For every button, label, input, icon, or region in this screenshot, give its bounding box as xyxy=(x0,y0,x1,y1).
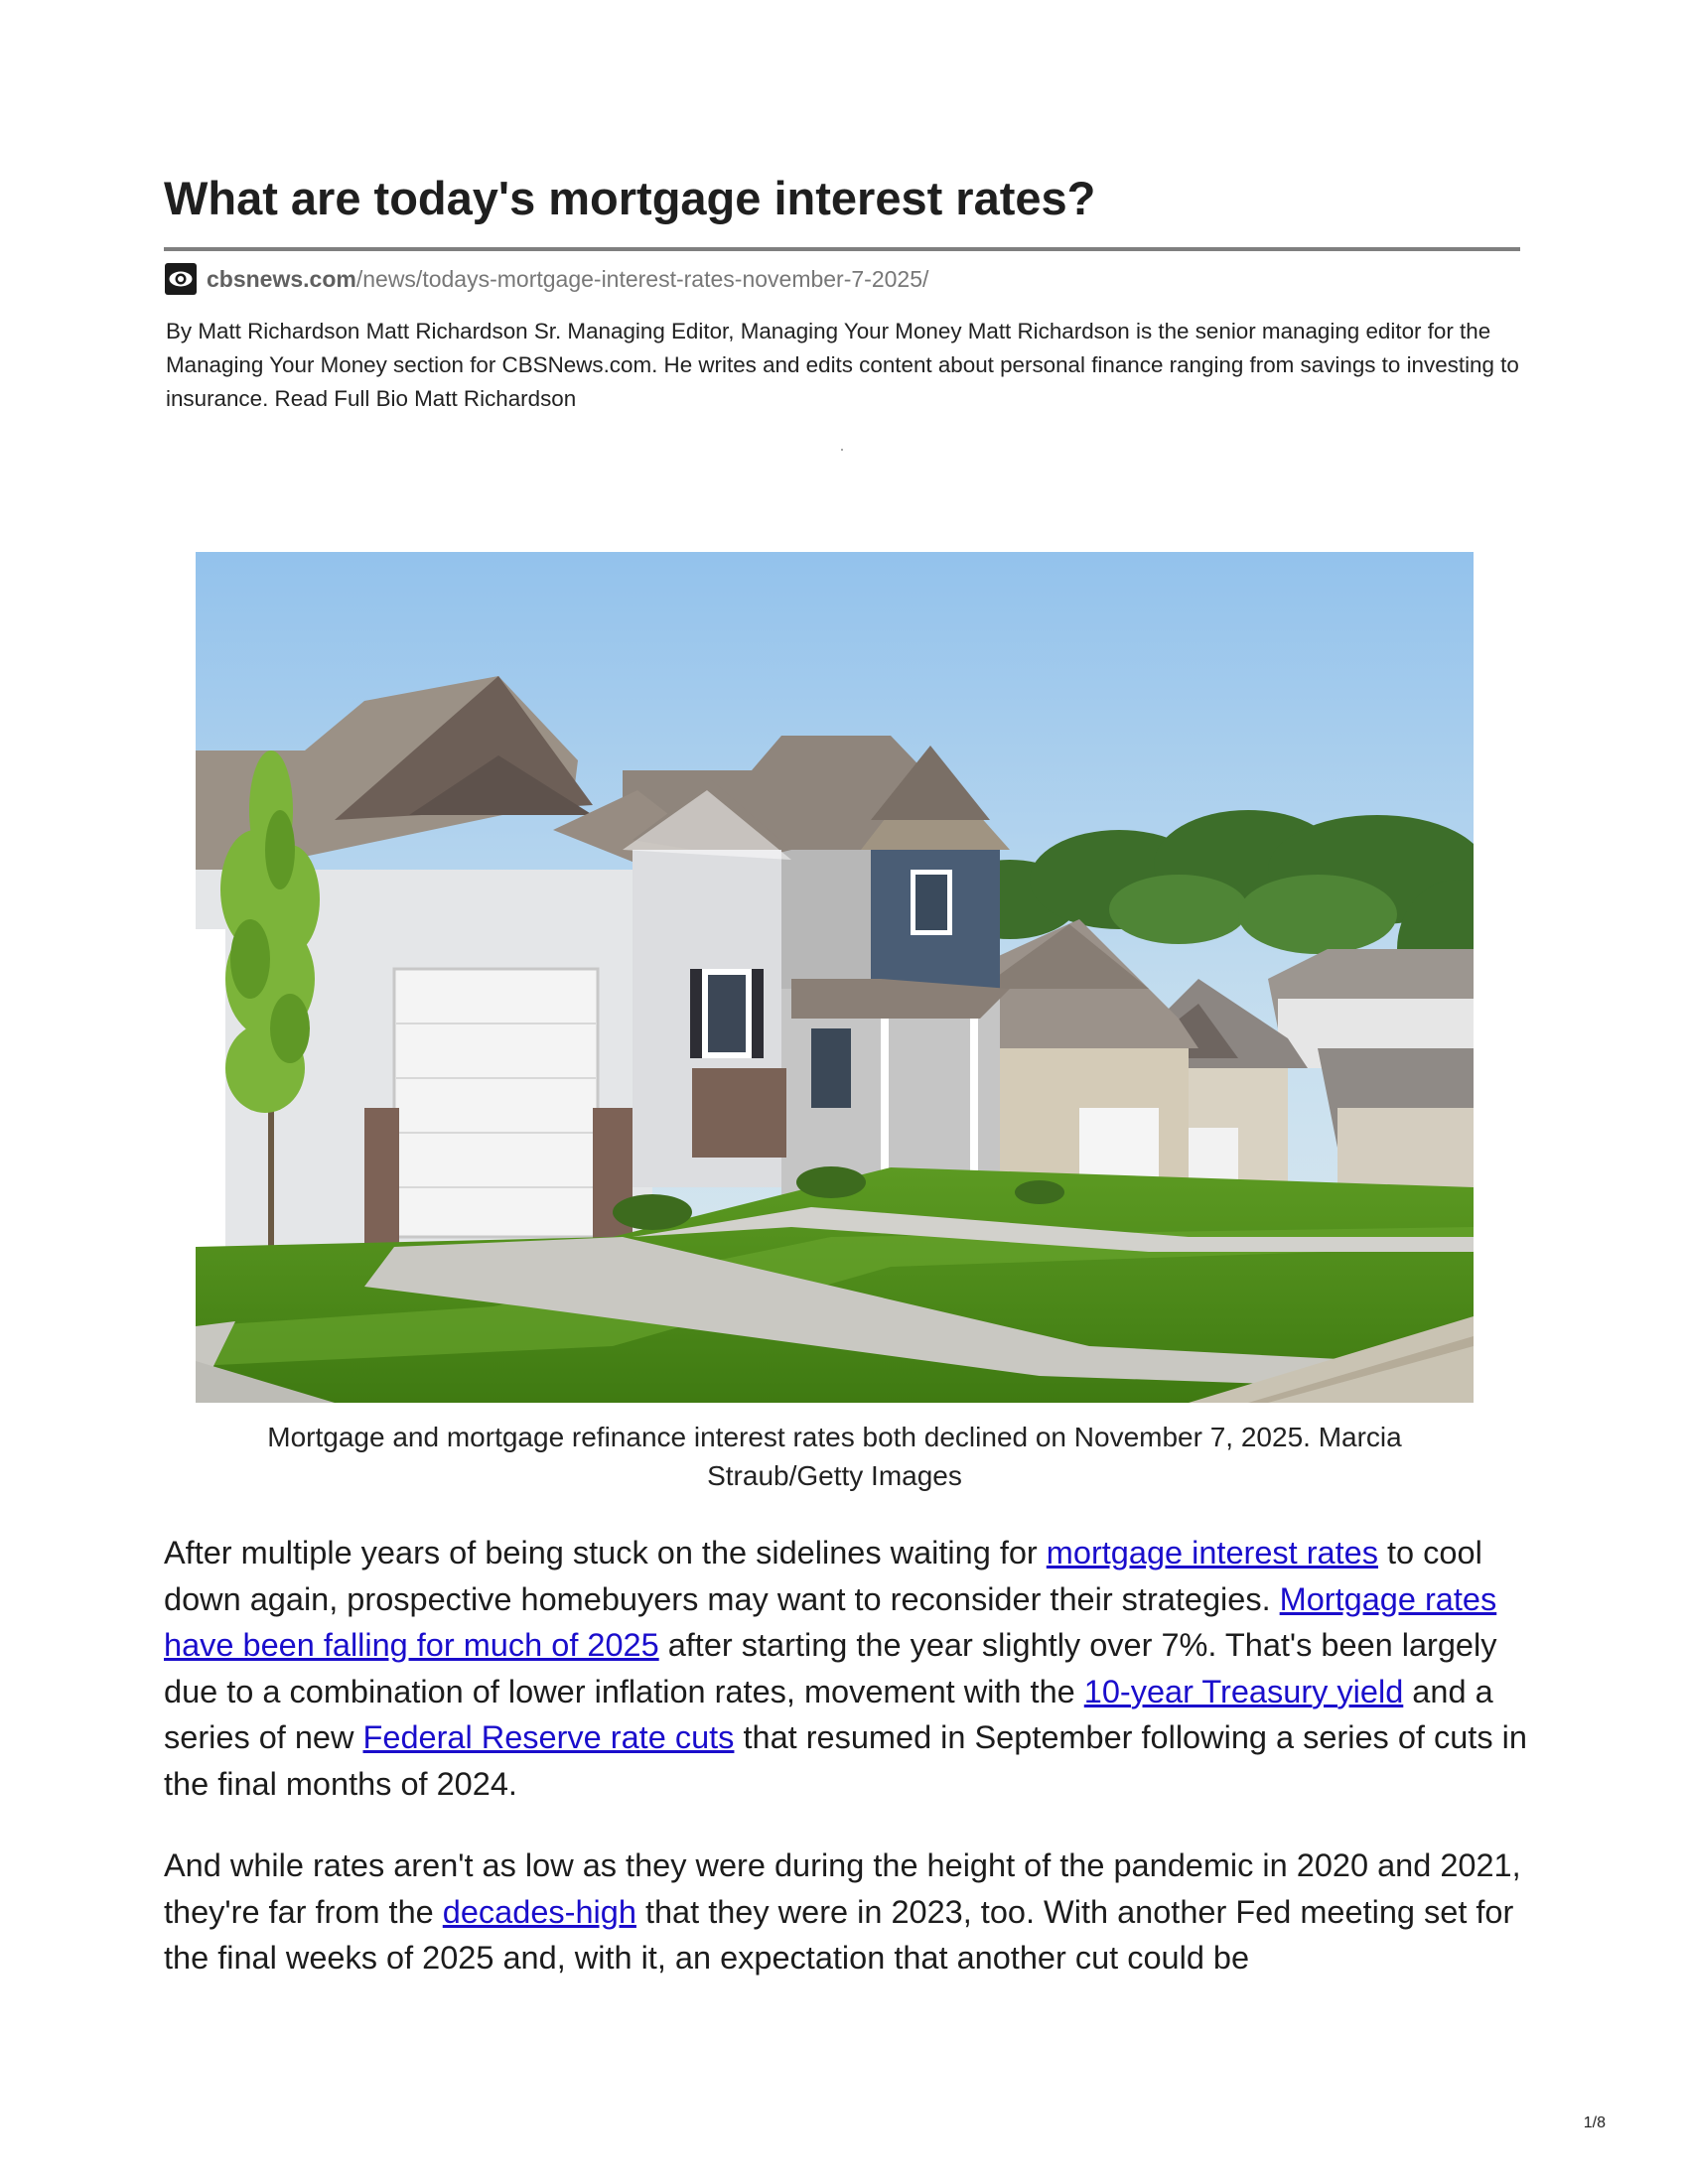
page-title: What are today's mortgage interest rates? xyxy=(164,172,1096,224)
author-byline: By Matt Richardson Matt Richardson Sr. Managing Editor, Managing Your Money Matt Richardson is the senior managing editor for the Managing Your Money section for CBSNews.com. He writes and edits content about personal finance ranging from savings to investing to insurance. Read Full Bio Matt Richardson xyxy=(166,319,1519,411)
paragraph-text: And while rates aren't as low as they were during the height of the pandemic in 2020 and 2021, they're far from the xyxy=(164,1847,1521,1930)
source-domain: cbsnews.com xyxy=(207,265,356,292)
paragraph-text: to cool down again, prospective homebuyers may want to reconsider their strategies. xyxy=(164,1535,1482,1617)
link-federal-reserve-rate-cuts[interactable]: Federal Reserve rate cuts xyxy=(362,1719,735,1755)
paragraph-text: that resumed in September following a series of cuts in the final months of 2024. xyxy=(164,1719,1527,1802)
page-number: 1/8 xyxy=(1583,2115,1606,2131)
cbs-eye-icon xyxy=(165,263,197,295)
spacer-dot xyxy=(841,449,843,451)
body-paragraph-1 xyxy=(164,1530,1534,1807)
image-caption: Mortgage and mortgage refinance interest rates both declined on November 7, 2025. Marcia Straub/Getty Images xyxy=(267,1422,1402,1491)
link-mortgage-rates-falling[interactable]: Mortgage rates have been falling for much of 2025 xyxy=(164,1580,1497,1663)
link-decades-high[interactable]: decades-high xyxy=(442,1893,636,1930)
body-paragraph-2 xyxy=(164,1843,1534,1981)
paragraph-text: After multiple years of being stuck on the sidelines waiting for xyxy=(164,1535,1047,1570)
paragraph-text: after starting the year slightly over 7%. That's been largely due to a combination of lower inflation rates, movement with the xyxy=(164,1627,1497,1709)
paragraph-text: that they were in 2023, too. With another Fed meeting set for the final weeks of 2025 and, with it, an expectation that another cut could be xyxy=(164,1893,1514,1976)
link-10-year-treasury-yield[interactable]: 10-year Treasury yield xyxy=(1083,1673,1404,1709)
suburban-houses-photo xyxy=(196,552,1474,1403)
source-path: /news/todays-mortgage-interest-rates-november-7-2025/ xyxy=(355,265,929,292)
link-mortgage-interest-rates[interactable]: mortgage interest rates xyxy=(1046,1535,1378,1570)
title-divider xyxy=(164,247,1520,251)
paragraph-text: and a series of new xyxy=(164,1673,1493,1755)
source-url[interactable] xyxy=(165,262,928,296)
